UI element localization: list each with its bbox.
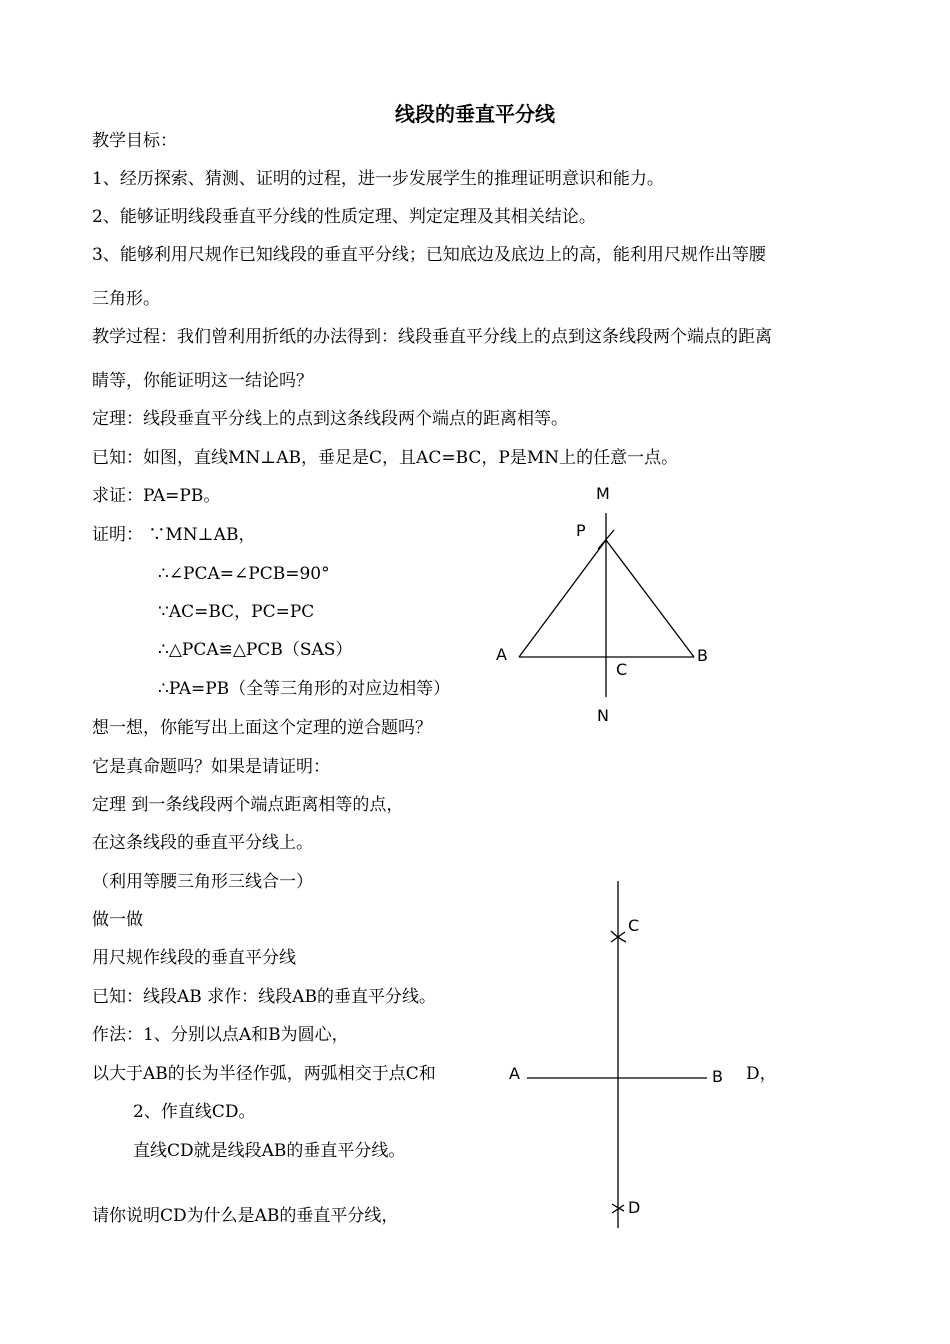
figure-perpendicular-bisector-triangle <box>519 513 694 697</box>
hint: （利用等腰三角形三线合一） <box>92 872 313 892</box>
objective-item: 1、经历探索、猜测、证明的过程，进一步发展学生的推理证明意识和能力。 <box>92 169 664 189</box>
objective-item: 3、能够利用尺规作已知线段的垂直平分线；已知底边及底边上的高，能利用尺规作出等腰 <box>92 245 766 265</box>
segment-pa <box>519 540 606 657</box>
proof-step: ∴∠PCA=∠PCB=90° <box>158 564 330 584</box>
objective-item: 2、能够证明线段垂直平分线的性质定理、判定定理及其相关结论。 <box>92 207 596 227</box>
construction-subheading: 用尺规作线段的垂直平分线 <box>92 948 296 968</box>
label-a: A <box>509 1064 520 1083</box>
label-m: M <box>596 484 610 503</box>
label-c: C <box>616 660 628 679</box>
label-d: D <box>628 1198 641 1217</box>
prove: 求证：PA=PB。 <box>92 486 221 506</box>
figure-compass-construction <box>527 881 707 1228</box>
construction-step: 2、作直线CD。 <box>133 1102 256 1122</box>
proof-step: 证明： ∵MN⊥AB， <box>92 525 256 545</box>
construction-question: 请你说明CD为什么是AB的垂直平分线， <box>92 1206 399 1226</box>
construction-given: 已知：线段AB 求作：线段AB的垂直平分线。 <box>92 987 436 1007</box>
proof-step: ∵AC=BC，PC=PC <box>158 602 315 622</box>
label-n: N <box>597 706 609 725</box>
label-p: P <box>576 521 586 540</box>
construction-heading: 做一做 <box>92 910 143 930</box>
label-b: B <box>697 646 708 665</box>
theorem: 定理：线段垂直平分线上的点到这条线段两个端点的距离相等。 <box>92 409 568 429</box>
objectives-heading: 教学目标： <box>92 131 177 151</box>
label-b: B <box>712 1067 723 1086</box>
true-question: 它是真命题吗？如果是请证明： <box>92 757 330 777</box>
construction-method: 作法：1、分别以点A和B为圆心， <box>92 1025 349 1045</box>
label-a: A <box>496 645 507 664</box>
construction-conclusion: 直线CD就是线段AB的垂直平分线。 <box>133 1141 406 1161</box>
label-c: C <box>628 916 640 935</box>
process-intro: 教学过程：我们曾利用折纸的办法得到：线段垂直平分线上的点到这条线段两个端点的距离 <box>92 327 772 347</box>
converse-theorem: 在这条线段的垂直平分线上。 <box>92 833 313 853</box>
proof-step: ∴PA=PB（全等三角形的对应边相等） <box>158 679 451 699</box>
construction-method-tail: D， <box>746 1064 777 1084</box>
converse-theorem: 定理 到一条线段两个端点距离相等的点， <box>92 795 404 815</box>
segment-pb <box>606 540 694 657</box>
think-question: 想一想，你能写出上面这个定理的逆合题吗？ <box>92 718 432 738</box>
page-title: 线段的垂直平分线 <box>395 102 555 126</box>
construction-method: 以大于AB的长为半径作弧，两弧相交于点C和 <box>92 1064 436 1084</box>
proof-step: ∴△PCA≌△PCB（SAS） <box>158 640 353 660</box>
given: 已知：如图，直线MN⊥AB，垂足是C，且AC=BC，P是MN上的任意一点。 <box>92 448 679 468</box>
process-intro: 睛等，你能证明这一结论吗？ <box>92 371 313 391</box>
objective-item: 三角形。 <box>92 289 160 309</box>
